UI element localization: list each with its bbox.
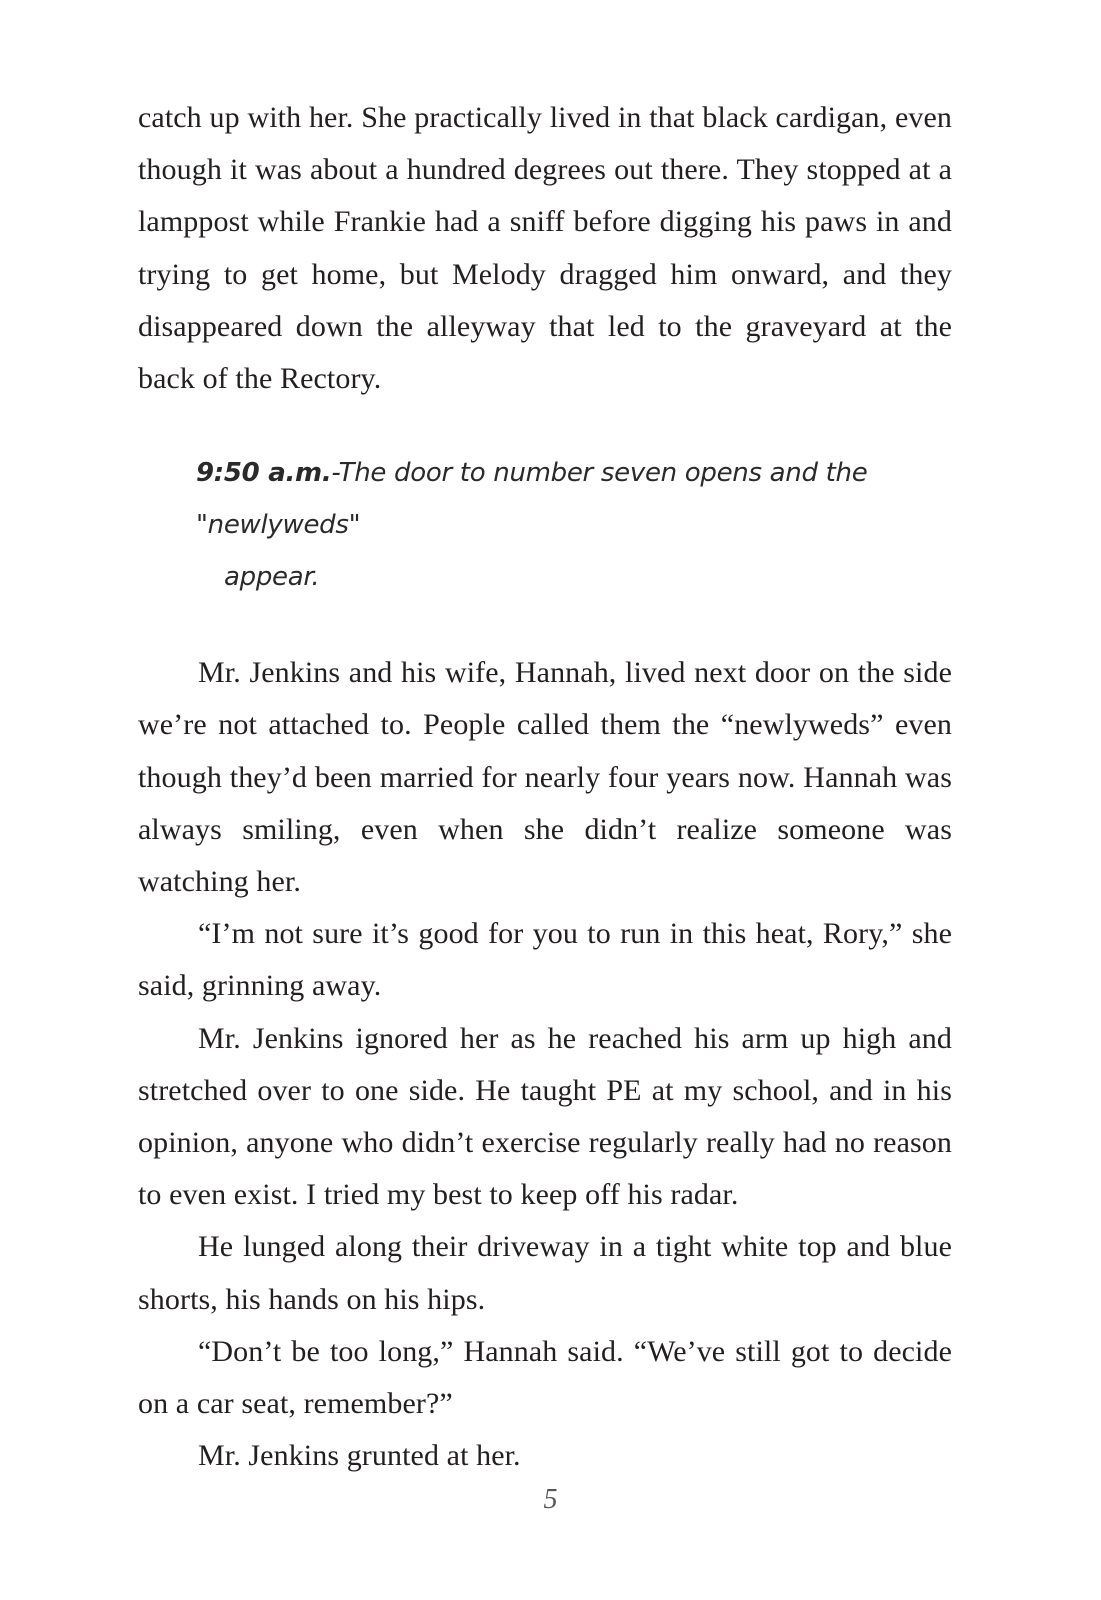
paragraph-car-seat: “Don’t be too long,” Hannah said. “We’ve still got to decide on a car seat, remember?” xyxy=(138,1334,952,1421)
page-body xyxy=(138,92,952,1482)
paragraph-opening: catch up with her. She practically lived in that black cardigan, even though it was about a hundred degrees out there. They stopped at a lamppost while Frankie had a sniff before digging his paws in and trying to get home, but Melody dragged him onward, and they disappeared down the alleyway that led to the graveyard at the back of the Rectory. xyxy=(138,101,952,396)
note-text-line1: -The door to number seven opens and the "newlyweds" xyxy=(196,458,868,541)
paragraph-hannah-dialogue: “I’m not sure it’s good for you to run in this heat, Rory,” she said, grinning away. xyxy=(138,917,952,1003)
paragraph-jenkins-intro: Mr. Jenkins and his wife, Hannah, lived next door on the side we’re not attached to. People called them the “newlyweds” even though they’d been married for nearly four years now. Hannah was always smiling, even when she didn’t realize someone was watching her. xyxy=(138,656,952,899)
note-text-line2: appear. xyxy=(224,562,320,593)
paragraph-jenkins-stretch: Mr. Jenkins ignored her as he reached his arm up high and stretched over to one side. He taught PE at my school, and in his opinion, anyone who didn’t exercise regularly really had no reason to even exist. I tried my best to keep off his radar. xyxy=(138,1021,952,1212)
paragraph-grunt: Mr. Jenkins grunted at her. xyxy=(198,1439,521,1473)
diary-note xyxy=(196,447,952,603)
paragraph-lunge: He lunged along their driveway in a tight white top and blue shorts, his hands on his hips. xyxy=(138,1230,952,1316)
note-time: 9:50 a.m. xyxy=(196,458,332,489)
page-number: 5 xyxy=(543,1484,558,1515)
